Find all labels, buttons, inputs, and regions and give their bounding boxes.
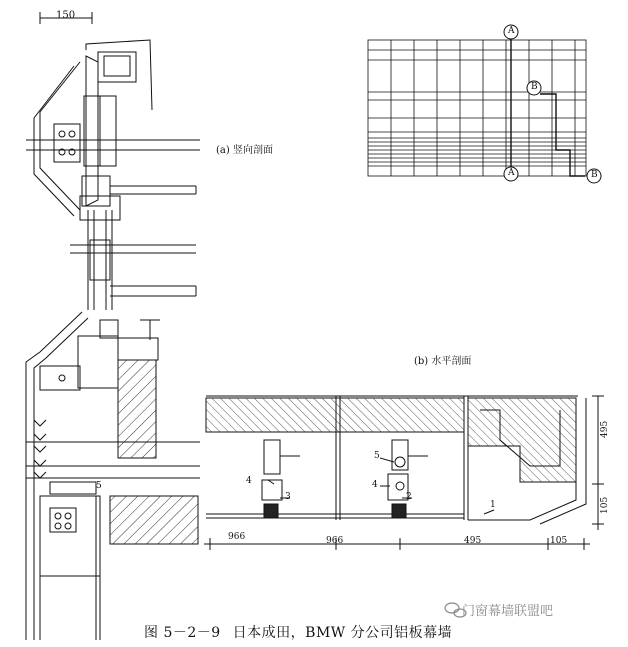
- dimension-966-second: 966: [326, 536, 344, 546]
- part-1-label: 1: [490, 500, 496, 510]
- callout-a-top-letter: A: [508, 26, 515, 36]
- figure-caption: [144, 622, 464, 642]
- part-3-label: 3: [285, 492, 291, 502]
- top-dimension-label: 150: [56, 10, 76, 21]
- callout-b-top-letter: B: [531, 82, 538, 92]
- horizontal-section: [204, 396, 604, 550]
- section-b-label: (b) 水平剖面: [414, 356, 472, 367]
- callout-b-right-letter: B: [591, 170, 598, 180]
- dimension-495-horizontal: 495: [464, 536, 482, 546]
- part-2-label: 2: [406, 492, 412, 502]
- figure-number: 图 5－2－9: [144, 625, 221, 641]
- part-4-label-left: 4: [246, 476, 252, 486]
- section-a-label: (a) 竖向剖面: [216, 145, 273, 156]
- part-5-label-right: 5: [374, 451, 380, 461]
- watermark-text: 门窗幕墙联盟吧: [462, 604, 554, 619]
- part-4-label-right: 4: [372, 480, 378, 490]
- dimension-495-vertical: 495: [600, 420, 610, 438]
- figure-title: 日本成田，BMW 分公司铝板幕墙: [232, 625, 453, 641]
- dimension-966-first: 966: [228, 532, 246, 542]
- vertical-section: [26, 12, 200, 640]
- watermark: [462, 600, 553, 619]
- dimension-105-vertical: 105: [600, 496, 610, 514]
- elevation-grid: [368, 36, 586, 176]
- part-5-label-left: 5: [96, 481, 102, 491]
- dimension-105-horizontal: 105: [550, 536, 568, 546]
- callout-a-bottom-letter: A: [508, 168, 515, 178]
